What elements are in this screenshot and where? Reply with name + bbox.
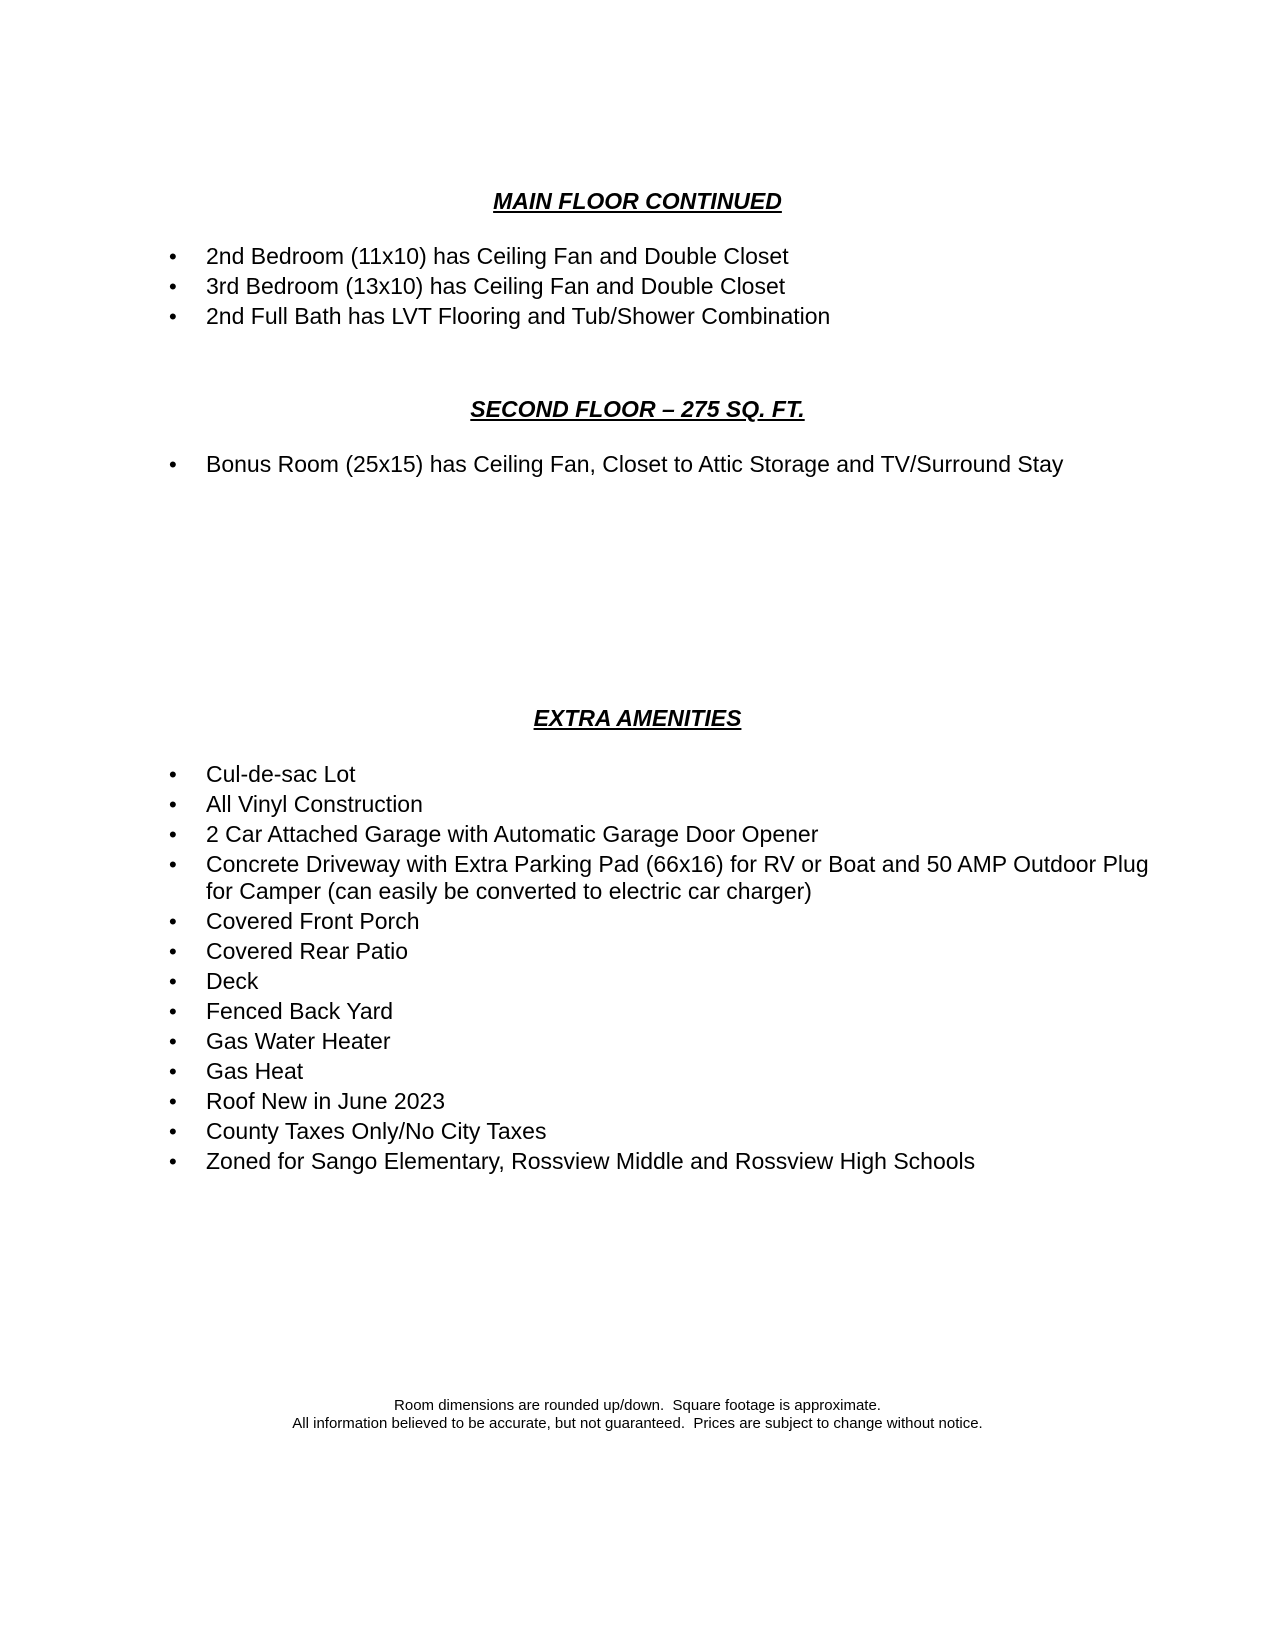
- list-item: • 3rd Bedroom (13x10) has Ceiling Fan and Double Closet: [166, 273, 1156, 300]
- list-item: • Roof New in June 2023: [166, 1088, 1156, 1115]
- list-item: • Concrete Driveway with Extra Parking Pad (66x16) for RV or Boat and 50 AMP Outdoor Plug for Camper (can easily be converted to electric car charger): [166, 851, 1156, 905]
- second-floor-heading: SECOND FLOOR – 275 SQ. FT.: [470, 396, 805, 422]
- list-item: • Gas Water Heater: [166, 1028, 1156, 1055]
- list-item: • County Taxes Only/No City Taxes: [166, 1118, 1156, 1145]
- main-floor-list: [166, 243, 1156, 333]
- list-item: • Bonus Room (25x15) has Ceiling Fan, Closet to Attic Storage and TV/Surround Stay: [166, 451, 1156, 478]
- list-item: • All Vinyl Construction: [166, 791, 1156, 818]
- list-item: • Zoned for Sango Elementary, Rossview Middle and Rossview High Schools: [166, 1148, 1156, 1175]
- main-floor-heading: MAIN FLOOR CONTINUED: [493, 188, 782, 214]
- extra-amenities-list: [166, 761, 1156, 1178]
- list-item: • Fenced Back Yard: [166, 998, 1156, 1025]
- list-item: • Cul-de-sac Lot: [166, 761, 1156, 788]
- list-item: • Deck: [166, 968, 1156, 995]
- disclaimer-footer: [0, 1397, 1275, 1433]
- list-item: • 2 Car Attached Garage with Automatic Garage Door Opener: [166, 821, 1156, 848]
- second-floor-list: [166, 451, 1156, 481]
- disclaimer-line: All information believed to be accurate, but not guaranteed. Prices are subject to change without notice.: [292, 1415, 983, 1432]
- disclaimer-line: Room dimensions are rounded up/down. Square footage is approximate.: [394, 1397, 881, 1414]
- list-item: • Covered Rear Patio: [166, 938, 1156, 965]
- list-item: • Gas Heat: [166, 1058, 1156, 1085]
- list-item: • Covered Front Porch: [166, 908, 1156, 935]
- extra-amenities-heading: EXTRA AMENITIES: [533, 705, 742, 731]
- list-item: • 2nd Bedroom (11x10) has Ceiling Fan and Double Closet: [166, 243, 1156, 270]
- list-item: • 2nd Full Bath has LVT Flooring and Tub/Shower Combination: [166, 303, 1156, 330]
